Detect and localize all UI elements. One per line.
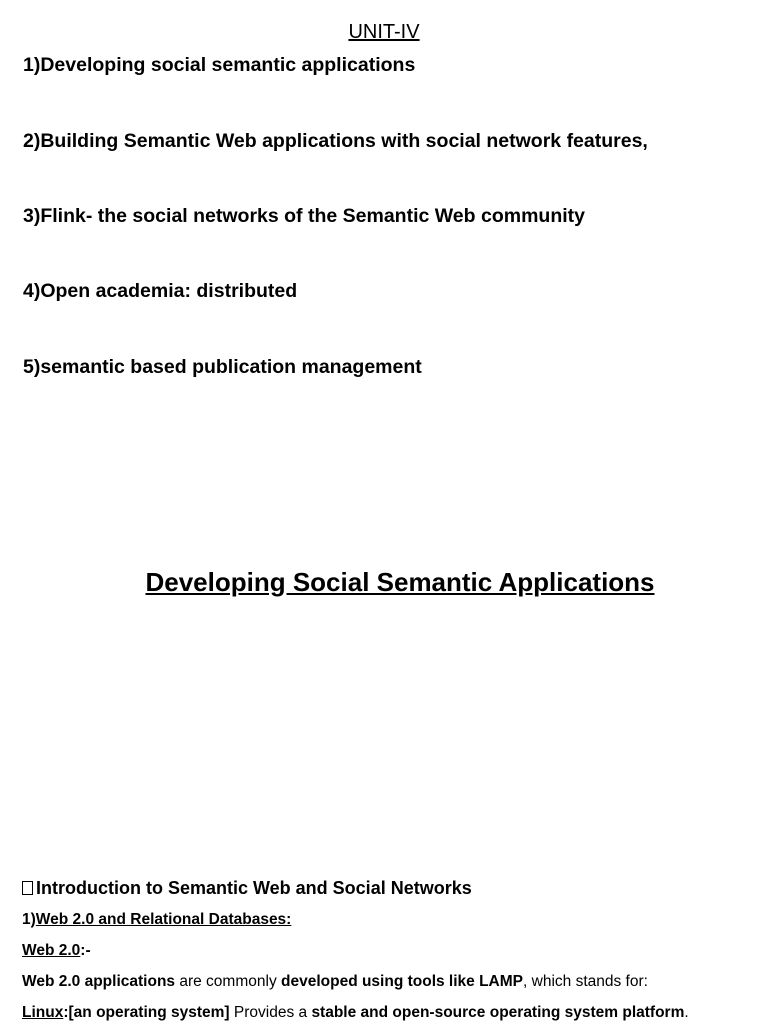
topic-item-4: 4)Open academia: distributed bbox=[23, 280, 298, 302]
unit-title: UNIT-IV bbox=[348, 21, 420, 43]
web20-suffix: :- bbox=[80, 942, 91, 959]
linux-bracket: [an operating system] bbox=[68, 1004, 230, 1021]
web20-sentence bbox=[22, 972, 648, 992]
subheading-number: 1) bbox=[22, 911, 36, 928]
subheading bbox=[22, 910, 291, 930]
web20-label bbox=[22, 941, 91, 961]
linux-term: Linux bbox=[22, 1004, 64, 1021]
sentence-part-2: are commonly bbox=[175, 973, 281, 990]
intro-heading bbox=[22, 877, 472, 899]
linux-colon: : bbox=[63, 1004, 69, 1021]
linux-text-3: . bbox=[684, 1004, 689, 1021]
linux-text-2: stable and open-source operating system platform bbox=[311, 1004, 685, 1021]
missing-glyph-icon bbox=[22, 881, 33, 895]
topic-item-2: 2)Building Semantic Web applications with social network features, bbox=[23, 130, 648, 152]
topic-item-5: 5)semantic based publication management bbox=[23, 356, 422, 378]
linux-line bbox=[22, 1003, 689, 1023]
sentence-part-1: Web 2.0 applications bbox=[22, 973, 176, 990]
sentence-part-4: , which stands for: bbox=[523, 973, 648, 990]
intro-heading-text: Introduction to Semantic Web and Social Networks bbox=[36, 878, 472, 898]
section-heading: Developing Social Semantic Applications bbox=[145, 567, 655, 597]
topic-item-3: 3)Flink- the social networks of the Semantic Web community bbox=[23, 205, 585, 227]
topic-item-1: 1)Developing social semantic applications bbox=[23, 54, 416, 76]
web20-term: Web 2.0 bbox=[22, 942, 81, 959]
linux-text-1: Provides a bbox=[229, 1004, 312, 1021]
subheading-text: Web 2.0 and Relational Databases: bbox=[35, 911, 292, 928]
sentence-part-3: developed using tools like LAMP bbox=[281, 973, 524, 990]
